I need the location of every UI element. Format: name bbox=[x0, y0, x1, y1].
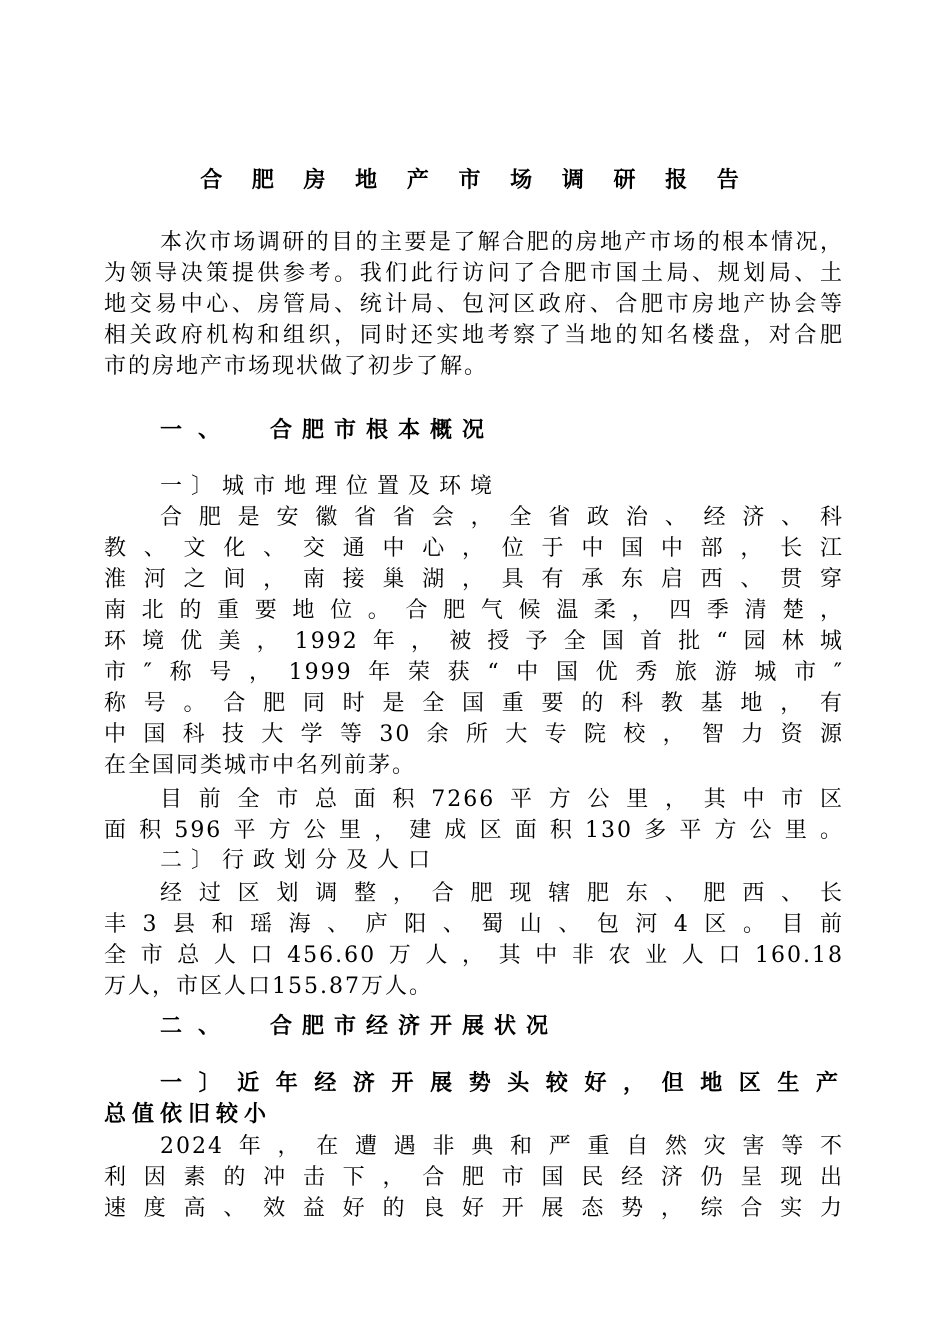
subsection-1-1-paragraph-1 bbox=[104, 502, 844, 781]
text-line: 环境优美，1992年，被授予全国首批“园林城 bbox=[104, 629, 844, 654]
text-line: 称号。合肥同时是全国重要的科教基地，有 bbox=[104, 691, 844, 716]
section-2-title: 合肥市经济开展状况 bbox=[270, 1014, 559, 1039]
section-2-number: 二、 bbox=[160, 1014, 237, 1039]
intro-paragraph bbox=[104, 227, 844, 382]
text-line: 教、文化、交通中心，位于中国中部，长江 bbox=[104, 536, 844, 561]
subsection-2-1-heading bbox=[104, 1068, 844, 1130]
text-line: 淮河之间，南接巢湖，具有承东启西、贯穿 bbox=[104, 567, 844, 592]
text-line: 面积596平方公里，建成区面积130多平方公里。 bbox=[104, 818, 844, 843]
section-1-heading bbox=[160, 416, 494, 446]
intro-line: 为领导决策提供参考。我们此行访问了合肥市国土局、规划局、土 bbox=[104, 261, 844, 286]
text-line: 合肥是安徽省省会，全省政治、经济、科 bbox=[160, 505, 844, 530]
document-title: 合 肥 房 地 产 市 场 调 研 报 告 bbox=[200, 168, 750, 193]
text-line: 速度高、效益好的良好开展态势，综合实力 bbox=[104, 1196, 844, 1221]
text-line: 利因素的冲击下，合肥市国民经济仍呈现出 bbox=[104, 1165, 844, 1190]
text-line: 市″称号，1999年荣获“中国优秀旅游城市″ bbox=[104, 660, 844, 685]
section-2-heading bbox=[160, 1012, 558, 1042]
text-line: 万人，市区人口155.87万人。 bbox=[104, 974, 433, 999]
heading-line: 一〕近年经济开展势头较好，但地区生产 bbox=[160, 1071, 844, 1096]
text-line: 在全国同类城市中名列前茅。 bbox=[104, 753, 417, 778]
subsection-1-1-paragraph-2 bbox=[104, 784, 844, 846]
intro-line: 相关政府机构和组织，同时还实地考察了当地的知名楼盘，对合肥 bbox=[104, 323, 844, 348]
subsection-2-1-paragraph-1 bbox=[104, 1131, 844, 1224]
text-line: 经过区划调整，合肥现辖肥东、肥西、长 bbox=[160, 881, 844, 906]
intro-line: 本次市场调研的目的主要是了解合肥的房地产市场的根本情况， bbox=[160, 230, 844, 255]
text-line: 中国科技大学等30余所大专院校，智力资源 bbox=[104, 722, 844, 747]
text-line: 目前全市总面积7266平方公里，其中市区 bbox=[160, 787, 844, 812]
section-1-title: 合肥市根本概况 bbox=[270, 418, 495, 443]
subsection-1-2-paragraph-1 bbox=[104, 878, 844, 1002]
heading-line: 总值依旧较小 bbox=[104, 1102, 273, 1127]
text-line: 丰3县和瑶海、庐阳、蜀山、包河4区。目前 bbox=[104, 912, 844, 937]
section-1-number: 一、 bbox=[160, 418, 237, 443]
text-line: 2024年，在遭遇非典和严重自然灾害等不 bbox=[160, 1134, 844, 1159]
subsection-1-2-heading: 二〕行政划分及人口 bbox=[160, 848, 440, 873]
text-line: 全市总人口456.60万人，其中非农业人口160.18 bbox=[104, 943, 844, 968]
text-line: 南北的重要地位。合肥气候温柔，四季清楚， bbox=[104, 598, 844, 623]
intro-line: 市的房地产市场现状做了初步了解。 bbox=[104, 354, 489, 379]
intro-line: 地交易中心、房管局、统计局、包河区政府、合肥市房地产协会等 bbox=[104, 292, 844, 317]
subsection-1-1-heading: 一〕城市地理位置及环境 bbox=[160, 474, 502, 499]
